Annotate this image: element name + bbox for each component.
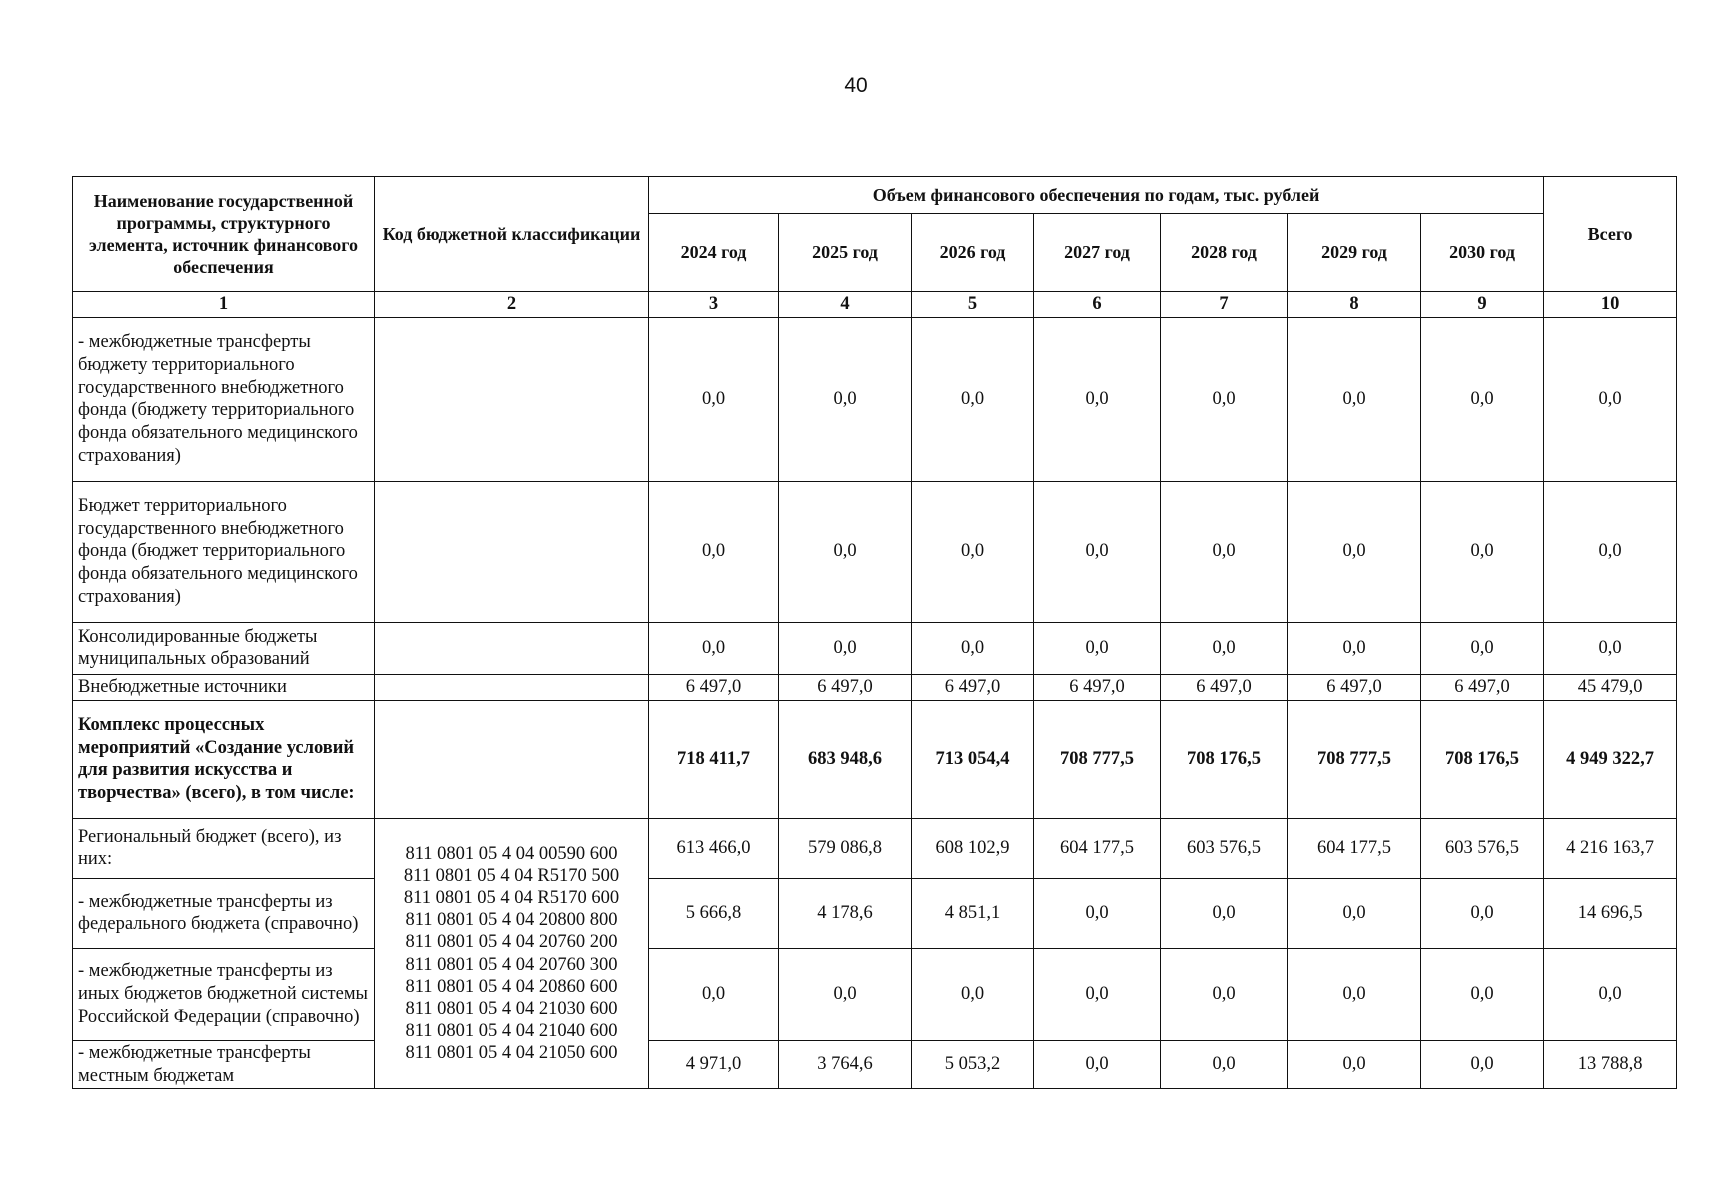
column-number: 4 (779, 292, 912, 318)
value-2026: 608 102,9 (912, 818, 1034, 878)
value-2028: 0,0 (1161, 622, 1288, 674)
row-name: Внебюджетные источники (73, 674, 375, 700)
value-total: 0,0 (1544, 481, 1677, 622)
value-2026: 5 053,2 (912, 1040, 1034, 1089)
budget-code: 811 0801 05 4 04 20760 300 (405, 954, 618, 975)
value-2029: 0,0 (1288, 317, 1421, 481)
value-2025: 0,0 (779, 481, 912, 622)
header-year-2024: 2024 год (649, 214, 779, 292)
value-2029: 604 177,5 (1288, 818, 1421, 878)
budget-code: 811 0801 05 4 04 21050 600 (405, 1043, 618, 1064)
value-total: 0,0 (1544, 317, 1677, 481)
value-2030: 0,0 (1421, 1040, 1544, 1089)
column-number: 3 (649, 292, 779, 318)
table-row (73, 948, 1677, 1040)
column-number: 10 (1544, 292, 1677, 318)
budget-code: 811 0801 05 4 04 00590 600 (405, 843, 618, 864)
value-2024: 0,0 (649, 948, 779, 1040)
value-2028: 0,0 (1161, 317, 1288, 481)
header-total: Всего (1544, 177, 1677, 292)
value-total: 45 479,0 (1544, 674, 1677, 700)
column-number: 7 (1161, 292, 1288, 318)
header-volume-group: Объем финансового обеспечения по годам, тыс. рублей (649, 177, 1544, 214)
header-year-2027: 2027 год (1034, 214, 1161, 292)
value-2024: 718 411,7 (649, 700, 779, 818)
value-2025: 579 086,8 (779, 818, 912, 878)
code-cell-empty (375, 622, 649, 674)
value-2027: 708 777,5 (1034, 700, 1161, 818)
value-2027: 0,0 (1034, 878, 1161, 948)
value-2024: 613 466,0 (649, 818, 779, 878)
value-2025: 0,0 (779, 948, 912, 1040)
budget-code: 811 0801 05 4 04 21030 600 (405, 998, 618, 1019)
column-number: 5 (912, 292, 1034, 318)
row-name: Консолидированные бюджеты муниципальных образований (73, 622, 375, 674)
value-2025: 6 497,0 (779, 674, 912, 700)
value-2028: 6 497,0 (1161, 674, 1288, 700)
value-2026: 4 851,1 (912, 878, 1034, 948)
budget-code: 811 0801 05 4 04 20860 600 (405, 976, 618, 997)
table-row (73, 878, 1677, 948)
header-year-2028: 2028 год (1161, 214, 1288, 292)
budget-code: 811 0801 05 4 04 20760 200 (405, 932, 618, 953)
row-name: - межбюджетные трансферты бюджету территориального государственного внебюджетного фонда (бюджету территориального фонда обязательного медицинского страхования) (73, 317, 375, 481)
header-year-2026: 2026 год (912, 214, 1034, 292)
value-2028: 0,0 (1161, 878, 1288, 948)
code-cell-empty (375, 481, 649, 622)
value-2028: 603 576,5 (1161, 818, 1288, 878)
table-row (73, 317, 1677, 481)
header-year-2030: 2030 год (1421, 214, 1544, 292)
header-year-2025: 2025 год (779, 214, 912, 292)
budget-code: 811 0801 05 4 04 R5170 500 (403, 865, 620, 886)
value-2030: 0,0 (1421, 948, 1544, 1040)
header-year-2029: 2029 год (1288, 214, 1421, 292)
value-2024: 0,0 (649, 622, 779, 674)
value-2029: 0,0 (1288, 622, 1421, 674)
value-2027: 0,0 (1034, 317, 1161, 481)
table-row (73, 700, 1677, 818)
code-cell-empty (375, 674, 649, 700)
value-2027: 0,0 (1034, 948, 1161, 1040)
budget-codes-cell (375, 818, 649, 1089)
column-number: 1 (73, 292, 375, 318)
value-2026: 0,0 (912, 622, 1034, 674)
column-number: 6 (1034, 292, 1161, 318)
value-2024: 0,0 (649, 481, 779, 622)
table-row (73, 818, 1677, 878)
value-2029: 6 497,0 (1288, 674, 1421, 700)
header-code: Код бюджетной классификации (375, 177, 649, 292)
row-name: - межбюджетные трансферты из иных бюджетов бюджетной системы Российской Федерации (справочно) (73, 948, 375, 1040)
value-2026: 0,0 (912, 948, 1034, 1040)
table-row (73, 1040, 1677, 1089)
row-name: Комплекс процессных мероприятий «Создание условий для развития искусства и творчества» (всего), в том числе: (73, 700, 375, 818)
value-2025: 0,0 (779, 317, 912, 481)
value-2024: 6 497,0 (649, 674, 779, 700)
value-2030: 6 497,0 (1421, 674, 1544, 700)
header-row (73, 177, 1677, 214)
value-2029: 0,0 (1288, 878, 1421, 948)
value-2026: 0,0 (912, 317, 1034, 481)
value-2029: 708 777,5 (1288, 700, 1421, 818)
value-total: 4 216 163,7 (1544, 818, 1677, 878)
row-name: Бюджет территориального государственного внебюджетного фонда (бюджет территориального фонда обязательного медицинского страхования) (73, 481, 375, 622)
value-2027: 6 497,0 (1034, 674, 1161, 700)
value-2030: 0,0 (1421, 481, 1544, 622)
column-number-row (73, 292, 1677, 318)
column-number: 9 (1421, 292, 1544, 318)
value-2027: 604 177,5 (1034, 818, 1161, 878)
value-2030: 0,0 (1421, 622, 1544, 674)
row-name: Региональный бюджет (всего), из них: (73, 818, 375, 878)
table-row (73, 622, 1677, 674)
budget-code: 811 0801 05 4 04 R5170 600 (403, 887, 620, 908)
header-name: Наименование государственной программы, структурного элемента, источник финансового обеспечения (73, 177, 375, 292)
code-cell-empty (375, 317, 649, 481)
value-2026: 0,0 (912, 481, 1034, 622)
budget-code: 811 0801 05 4 04 21040 600 (405, 1021, 618, 1042)
value-2029: 0,0 (1288, 948, 1421, 1040)
value-total: 13 788,8 (1544, 1040, 1677, 1089)
code-cell-empty (375, 700, 649, 818)
value-2025: 0,0 (779, 622, 912, 674)
value-total: 4 949 322,7 (1544, 700, 1677, 818)
value-2030: 708 176,5 (1421, 700, 1544, 818)
financing-table (72, 176, 1677, 1089)
value-total: 14 696,5 (1544, 878, 1677, 948)
value-total: 0,0 (1544, 948, 1677, 1040)
value-2027: 0,0 (1034, 481, 1161, 622)
value-2024: 5 666,8 (649, 878, 779, 948)
row-name: - межбюджетные трансферты из федерального бюджета (справочно) (73, 878, 375, 948)
row-name: - межбюджетные трансферты местным бюджетам (73, 1040, 375, 1089)
value-2025: 3 764,6 (779, 1040, 912, 1089)
value-2024: 0,0 (649, 317, 779, 481)
value-2028: 0,0 (1161, 1040, 1288, 1089)
value-total: 0,0 (1544, 622, 1677, 674)
value-2026: 6 497,0 (912, 674, 1034, 700)
table-row (73, 674, 1677, 700)
value-2025: 4 178,6 (779, 878, 912, 948)
value-2029: 0,0 (1288, 1040, 1421, 1089)
value-2025: 683 948,6 (779, 700, 912, 818)
value-2030: 0,0 (1421, 317, 1544, 481)
value-2028: 0,0 (1161, 948, 1288, 1040)
column-number: 8 (1288, 292, 1421, 318)
value-2030: 0,0 (1421, 878, 1544, 948)
value-2027: 0,0 (1034, 622, 1161, 674)
value-2030: 603 576,5 (1421, 818, 1544, 878)
value-2027: 0,0 (1034, 1040, 1161, 1089)
column-number: 2 (375, 292, 649, 318)
value-2026: 713 054,4 (912, 700, 1034, 818)
table-row (73, 481, 1677, 622)
page-number: 40 (844, 74, 868, 97)
value-2029: 0,0 (1288, 481, 1421, 622)
budget-code: 811 0801 05 4 04 20800 800 (405, 910, 618, 931)
value-2028: 0,0 (1161, 481, 1288, 622)
value-2024: 4 971,0 (649, 1040, 779, 1089)
value-2028: 708 176,5 (1161, 700, 1288, 818)
